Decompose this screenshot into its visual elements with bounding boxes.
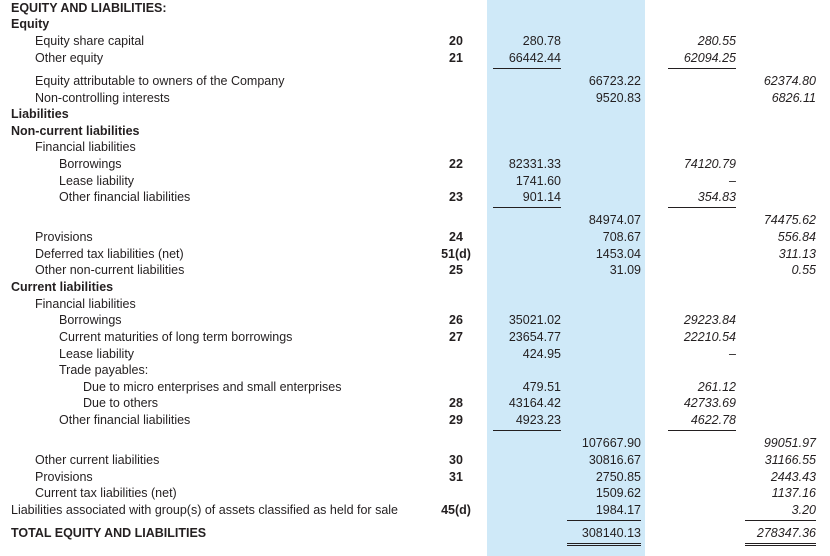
subtotal-rule <box>668 430 736 431</box>
grand-total-rule <box>567 543 641 544</box>
note-ref: 29 <box>449 413 463 427</box>
current-year-total: 1509.62 <box>595 486 641 500</box>
current-year-value: 35021.02 <box>508 313 561 327</box>
equity-share-capital-row <box>0 33 830 50</box>
current-year-value: 66442.44 <box>508 51 561 65</box>
current-year-value: 424.95 <box>522 347 561 361</box>
prior-year-value: – <box>729 347 736 361</box>
prior-year-value: 42733.69 <box>683 396 736 410</box>
prior-year-value: 4622.78 <box>690 413 736 427</box>
subtotal-rule <box>668 68 736 69</box>
row-label: Lease liability <box>59 174 135 188</box>
current-year-total: 31.09 <box>609 263 641 277</box>
prior-year-total: 2443.43 <box>770 470 816 484</box>
statement-title: EQUITY AND LIABILITIES: <box>11 1 167 15</box>
row-label: Provisions <box>35 230 93 244</box>
row-label: Borrowings <box>59 313 122 327</box>
nc-other-liabilities-row <box>0 262 830 279</box>
subtotal-rule <box>668 207 736 208</box>
nc-borrowings-row <box>0 156 830 173</box>
row-label: Current maturities of long term borrowings <box>59 330 293 344</box>
nc-deferred-tax-row <box>0 246 830 263</box>
total-rule <box>745 520 816 521</box>
grand-total-rule <box>567 545 641 546</box>
prior-year-total: 74475.62 <box>763 213 816 227</box>
nc-financial-liabilities-row <box>0 139 830 156</box>
held-for-sale-liabilities-row <box>0 502 830 519</box>
row-label: Other financial liabilities <box>59 190 191 204</box>
note-ref: 23 <box>449 190 463 204</box>
row-label: Lease liability <box>59 347 135 361</box>
row-label: Equity share capital <box>35 34 145 48</box>
current-year-value: 23654.77 <box>508 330 561 344</box>
prior-year-value: 62094.25 <box>683 51 736 65</box>
subtotal-rule <box>493 430 561 431</box>
prior-year-total: 3.20 <box>791 503 816 517</box>
c-financial-total-row <box>0 435 830 452</box>
current-year-total: 708.67 <box>602 230 641 244</box>
current-year-grand-total: 308140.13 <box>581 526 641 540</box>
c-provisions-row <box>0 469 830 486</box>
statement-title-row <box>0 0 830 17</box>
c-borrowings-row <box>0 312 830 329</box>
current-year-total: 1984.17 <box>595 503 641 517</box>
prior-year-value: 29223.84 <box>683 313 736 327</box>
row-label: Provisions <box>35 470 93 484</box>
current-year-total: 1453.04 <box>595 247 641 261</box>
prior-year-value: 354.83 <box>697 190 736 204</box>
c-current-maturities-row <box>0 329 830 346</box>
row-label: Liabilities associated with group(s) of assets classified as held for sale <box>11 503 398 517</box>
equity-heading: Equity <box>11 17 50 31</box>
nc-provisions-row <box>0 229 830 246</box>
row-label: Other current liabilities <box>35 453 160 467</box>
current-year-value: 43164.42 <box>508 396 561 410</box>
current-year-total: 107667.90 <box>581 436 641 450</box>
current-year-total: 30816.67 <box>588 453 641 467</box>
liabilities-heading: Liabilities <box>11 107 69 121</box>
trade-payables-row <box>0 362 830 379</box>
row-label: Current tax liabilities (net) <box>35 486 177 500</box>
non-controlling-interests-row <box>0 90 830 107</box>
prior-year-total: 311.13 <box>778 247 816 261</box>
current-year-value: 82331.33 <box>508 157 561 171</box>
subtotal-rule <box>493 68 561 69</box>
prior-year-value: 261.12 <box>697 380 736 394</box>
prior-year-total: 6826.11 <box>771 91 816 105</box>
grand-total-rule <box>745 545 816 546</box>
prior-year-total: 0.55 <box>791 263 816 277</box>
equity-attributable-row <box>0 73 830 90</box>
prior-year-total: 1137.16 <box>771 486 816 500</box>
c-other-current-liabilities-row <box>0 452 830 469</box>
prior-year-value: 280.55 <box>697 34 736 48</box>
row-label: Due to others <box>83 396 159 410</box>
row-label: Non-controlling interests <box>35 91 170 105</box>
note-ref: 45(d) <box>441 503 471 517</box>
equity-heading-row <box>0 16 830 33</box>
non-current-heading: Non-current liabilities <box>11 124 140 138</box>
prior-year-value: 22210.54 <box>683 330 736 344</box>
c-due-to-others-row <box>0 395 830 412</box>
prior-year-total: 62374.80 <box>763 74 816 88</box>
c-micro-enterprises-row <box>0 379 830 396</box>
current-year-total: 66723.22 <box>588 74 641 88</box>
prior-year-value: – <box>729 174 736 188</box>
c-other-financial-liabilities-row <box>0 412 830 429</box>
note-ref: 30 <box>449 453 463 467</box>
row-label: Other financial liabilities <box>59 413 191 427</box>
prior-year-grand-total: 278347.36 <box>756 526 816 540</box>
subheading: Trade payables: <box>59 363 149 377</box>
subtotal-rule <box>493 207 561 208</box>
row-label: Equity attributable to owners of the Company <box>35 74 285 88</box>
row-label: Borrowings <box>59 157 122 171</box>
nc-financial-total-row <box>0 212 830 229</box>
note-ref: 31 <box>449 470 463 484</box>
grand-total-rule <box>745 543 816 544</box>
other-equity-row <box>0 50 830 67</box>
current-liabilities-heading-row <box>0 279 830 296</box>
nc-other-financial-liabilities-row <box>0 189 830 206</box>
liabilities-heading-row <box>0 106 830 123</box>
note-ref: 24 <box>449 230 463 244</box>
current-year-total: 84974.07 <box>588 213 641 227</box>
current-year-value: 901.14 <box>522 190 561 204</box>
prior-year-total: 556.84 <box>777 230 816 244</box>
note-ref: 28 <box>449 396 463 410</box>
note-ref: 27 <box>449 330 463 344</box>
prior-year-value: 74120.79 <box>683 157 736 171</box>
note-ref: 26 <box>449 313 463 327</box>
current-year-value: 4923.23 <box>515 413 561 427</box>
total-row <box>0 525 830 542</box>
note-ref: 51(d) <box>441 247 471 261</box>
row-label: Other equity <box>35 51 104 65</box>
nc-lease-liability-row <box>0 173 830 190</box>
note-ref: 20 <box>449 34 463 48</box>
row-label: Deferred tax liabilities (net) <box>35 247 184 261</box>
note-ref: 22 <box>449 157 463 171</box>
current-year-total: 9520.83 <box>595 91 641 105</box>
current-year-value: 479.51 <box>522 380 561 394</box>
note-ref: 21 <box>449 51 463 65</box>
c-current-tax-row <box>0 485 830 502</box>
current-year-value: 280.78 <box>522 34 561 48</box>
current-year-total: 2750.85 <box>595 470 641 484</box>
row-label: Due to micro enterprises and small enterprises <box>83 380 342 394</box>
c-lease-liability-row <box>0 346 830 363</box>
total-rule <box>567 520 641 521</box>
note-ref: 25 <box>449 263 463 277</box>
subheading: Financial liabilities <box>35 297 136 311</box>
current-liabilities-heading: Current liabilities <box>11 280 114 294</box>
prior-year-total: 99051.97 <box>763 436 816 450</box>
subheading: Financial liabilities <box>35 140 136 154</box>
total-label: TOTAL EQUITY AND LIABILITIES <box>11 526 207 540</box>
non-current-heading-row <box>0 123 830 140</box>
current-year-value: 1741.60 <box>515 174 561 188</box>
c-financial-liabilities-row <box>0 296 830 313</box>
row-label: Other non-current liabilities <box>35 263 185 277</box>
prior-year-total: 31166.55 <box>764 453 816 467</box>
